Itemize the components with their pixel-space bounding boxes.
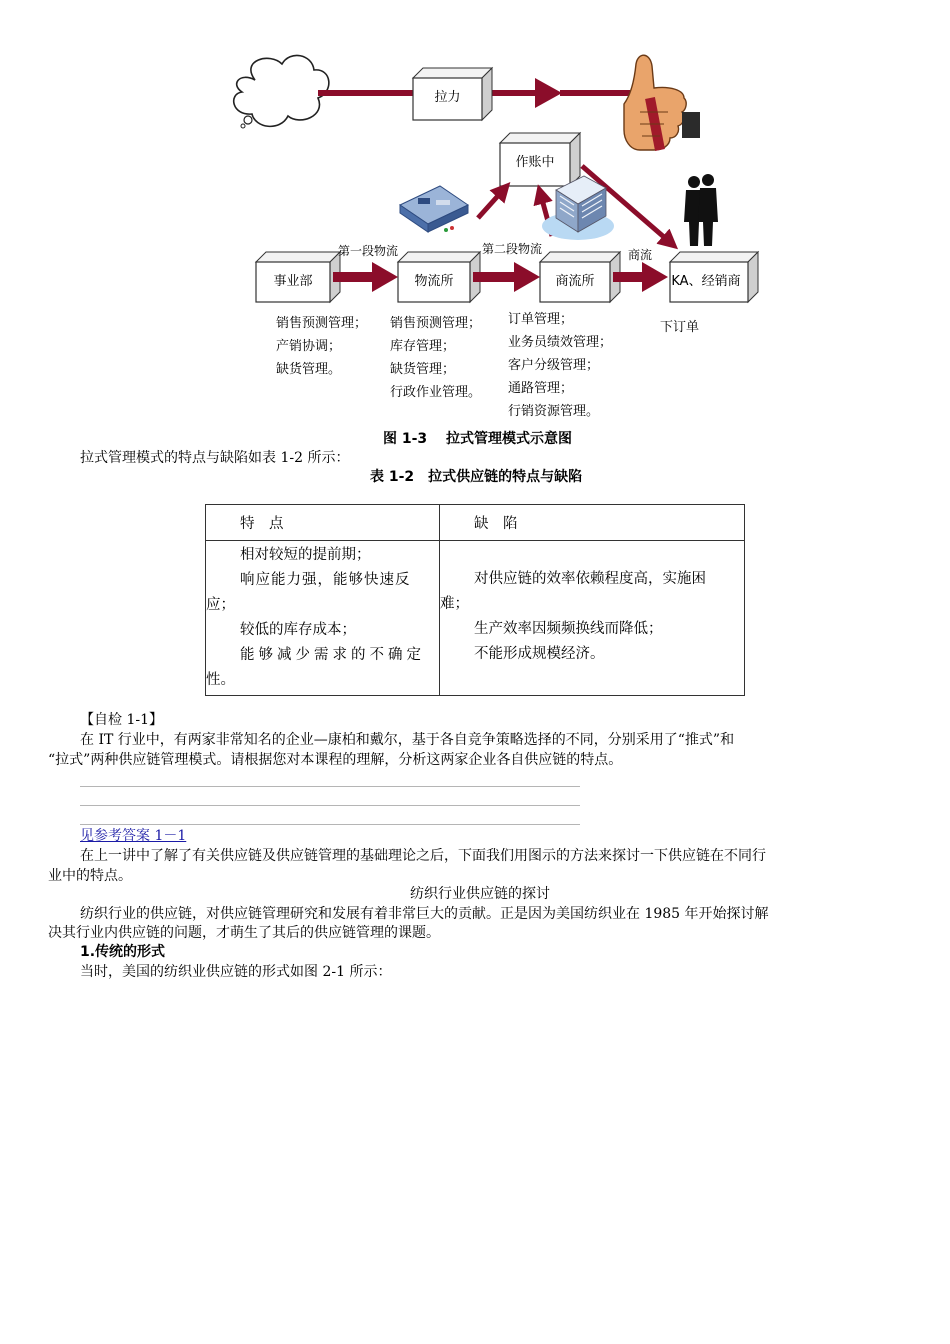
feature-line: 较低的库存成本；: [240, 622, 356, 638]
subheading-traditional-form: 1.传统的形式: [80, 944, 166, 960]
self-check-question-line1: 在 IT 行业中，有两家非常知名的企业—康柏和戴尔，基于各自竞争策略选择的不同，分别采用了“推式”和: [80, 732, 735, 748]
list-item: 产销协调；: [276, 339, 342, 354]
node-logistics-label: 物流所: [414, 274, 454, 289]
table-intro: 拉式管理模式的特点与缺陷如表 1-2 所示：: [80, 450, 350, 466]
list-item: 客户分级管理；: [508, 358, 600, 373]
answer-line[interactable]: [80, 805, 580, 806]
arrow-logistics-to-accounting: [478, 188, 505, 218]
features-defects-table: [205, 504, 745, 696]
list-item: 销售预测管理；: [390, 316, 482, 331]
list-item: 业务员绩效管理；: [508, 335, 613, 350]
division-duties: [276, 312, 367, 381]
figure-caption: 图 1-3 拉式管理模式示意图: [383, 431, 573, 447]
thought-cloud-icon: [234, 55, 329, 128]
answer-link[interactable]: 见参考答案 1－1: [80, 828, 187, 844]
defect-line: 生产效率因频频换线而降低；: [474, 621, 663, 637]
defects-cell: [440, 541, 745, 696]
table-header-row: [206, 505, 745, 541]
node-dealer-label: KA、经销商: [671, 274, 741, 289]
paragraph-1-line2: 业中的特点。: [48, 868, 132, 884]
paragraph-1-line1: 在上一讲中了解了有关供应链及供应链管理的基础理论之后，下面我们用图示的方法来探讨一下供应链在不同行: [80, 848, 766, 864]
accounting-label: 作账中: [515, 155, 555, 170]
logistics-duties: [390, 312, 481, 404]
stage2-label: 第二段物流: [482, 242, 543, 256]
list-item: 缺货管理。: [276, 362, 342, 377]
self-check-heading: 【自检 1-1】: [80, 712, 163, 728]
answer-line[interactable]: [80, 786, 580, 787]
node-commerce-label: 商流所: [555, 274, 595, 289]
paragraph-3: 当时，美国的纺织业供应链的形式如图 2-1 所示：: [80, 964, 392, 980]
list-item: 行销资源管理。: [508, 404, 600, 419]
table-row: [206, 541, 745, 696]
answer-line[interactable]: [80, 824, 580, 825]
list-item: 销售预测管理；: [276, 316, 368, 331]
defect-line: 对供应链的效率依赖程度高，实施困: [474, 571, 706, 587]
section-title: 纺织行业供应链的探讨: [410, 886, 550, 902]
list-item: 通路管理；: [508, 381, 574, 396]
table-title: 表 1-2 拉式供应链的特点与缺陷: [370, 469, 583, 485]
defect-line: 难；: [440, 596, 469, 612]
header-defects: 缺 陷: [440, 505, 745, 541]
feature-line: 性。: [206, 672, 235, 688]
dealer-duties: 下订单: [660, 320, 700, 335]
node-division-label: 事业部: [273, 274, 313, 289]
businessmen-icon: [684, 174, 718, 246]
list-item: 缺货管理；: [390, 362, 456, 377]
feature-line: 能够减少需求的不确定: [240, 647, 425, 663]
thumbs-up-icon: [624, 55, 700, 150]
features-cell: [206, 541, 440, 696]
stage1-label: 第一段物流: [338, 244, 399, 258]
feature-line: 相对较短的提前期；: [240, 547, 371, 563]
header-features: 特 点: [206, 505, 440, 541]
self-check-question-line2: “拉式”两种供应链管理模式。请根据您对本课程的理解，分析这两家企业各自供应链的特点。: [48, 752, 623, 768]
feature-line: 应；: [206, 597, 235, 613]
list-item: 订单管理；: [508, 312, 574, 327]
commerce-duties: [508, 308, 612, 423]
list-item: 行政作业管理。: [390, 385, 482, 400]
commerce-flow-label: 商流: [628, 248, 653, 262]
pull-label: 拉力: [434, 90, 461, 105]
defect-line: 不能形成规模经济。: [474, 646, 605, 662]
server-hardware-icon: [400, 186, 468, 232]
paragraph-2-line2: 决其行业内供应链的问题，才萌生了其后的供应链管理的课题。: [48, 925, 440, 941]
feature-line: 响应能力强，能够快速反: [240, 572, 411, 588]
paragraph-2-line1: 纺织行业的供应链，对供应链管理研究和发展有着非常巨大的贡献。正是因为美国纺织业在 1985 年开始探讨解: [80, 906, 769, 922]
list-item: 库存管理；: [390, 339, 456, 354]
pull-management-figure: [0, 0, 950, 450]
